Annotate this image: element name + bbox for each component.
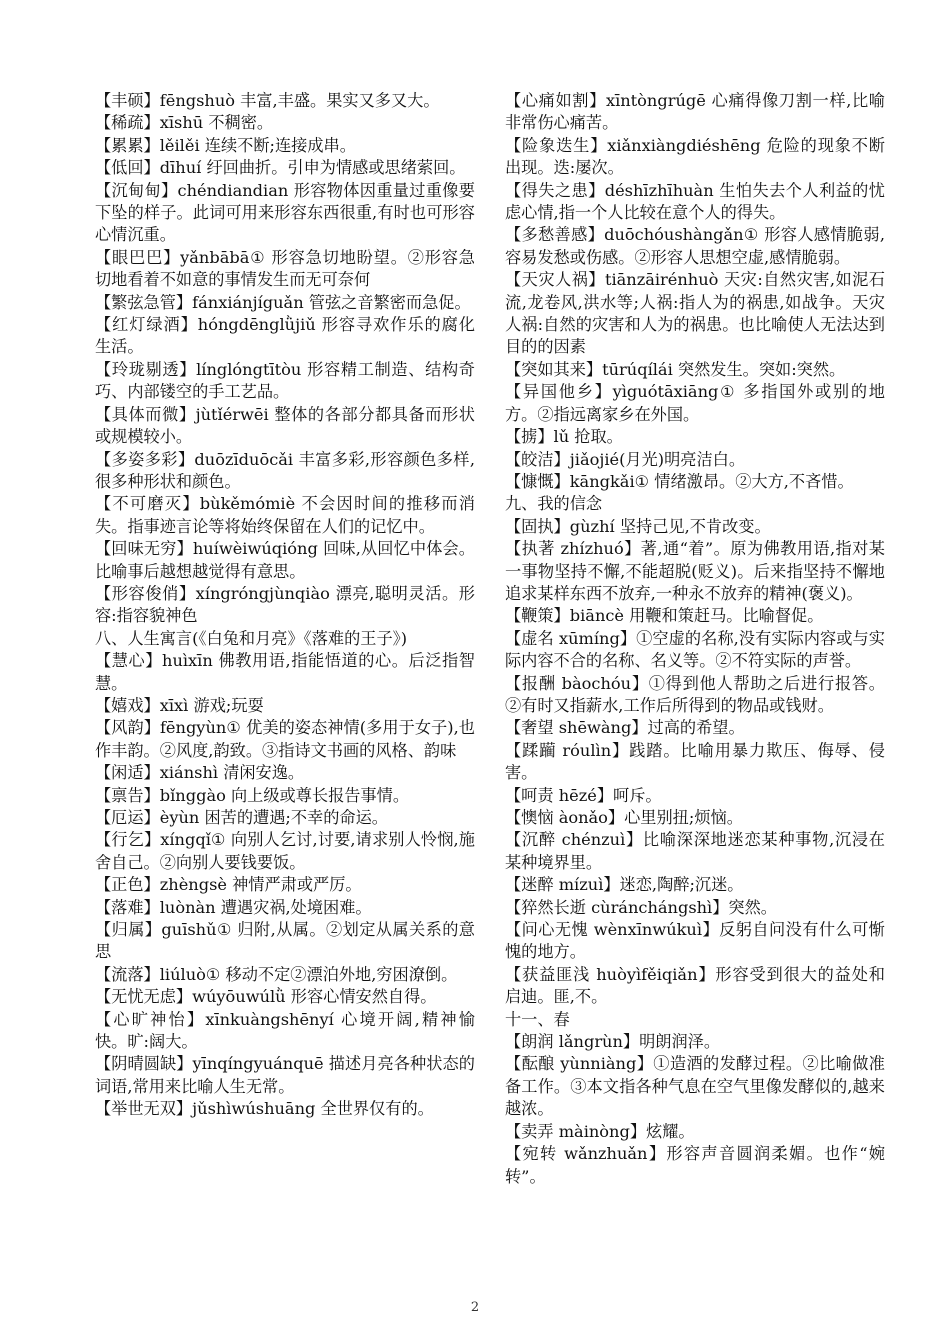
right-column bbox=[505, 90, 885, 1188]
glossary-entry: 【执著 zhízhuó】著,通“着”。原为佛教用语,指对某一事物坚持不懈,不能超脱(贬义)。后来指坚持不懈地追求某样东西不放弃,一种永不放弃的精神(褒义)。 bbox=[505, 539, 885, 603]
glossary-entry: 【心旷神怡】xīnkuàngshēnyí 心境开阔,精神愉快。旷:阔大。 bbox=[95, 1009, 475, 1052]
glossary-entry: 【归属】guīshǔ① 归附,从属。②划定从属关系的意思 bbox=[95, 920, 475, 962]
glossary-entry: 【获益匪浅 huòyìfěiqiǎn】形容受到很大的益处和启迪。匪,不。 bbox=[505, 964, 885, 1007]
glossary-entry: 【呵责 hēzé】呵斥。 bbox=[505, 785, 662, 805]
glossary-entry: 【稀疏】xīshū 不稠密。 bbox=[95, 113, 274, 133]
glossary-entry: 【多姿多彩】duōzīduōcǎi 丰富多彩,形容颜色多样,很多种形状和颜色。 bbox=[95, 449, 475, 491]
glossary-entry: 【心痛如割】xīntòngrúgē 心痛得像刀割一样,比喻非常伤心痛苦。 bbox=[505, 91, 885, 133]
glossary-entry: 【累累】lěilěi 连续不断;连接成串。 bbox=[95, 135, 356, 155]
glossary-entry: 【宛转 wǎnzhuǎn】形容声音圆润柔媚。也作“婉转”。 bbox=[505, 1144, 885, 1186]
section-heading: 八、人生寓言(《白兔和月亮》《落难的王子》) bbox=[95, 628, 408, 648]
glossary-entry: 【异国他乡】yìguótāxiāng① 多指国外或别的地方。②指远离家乡在外国。 bbox=[505, 382, 885, 424]
glossary-entry: 【落难】luònàn 遭遇灾祸,处境困难。 bbox=[95, 897, 372, 917]
glossary-entry: 【沉醉 chénzuì】比喻深深地迷恋某种事物,沉浸在某种境界里。 bbox=[505, 830, 885, 872]
glossary-entry: 【猝然长逝 cùránchángshì】突然。 bbox=[505, 897, 777, 917]
glossary-entry: 【虚名 xūmíng】①空虚的名称,没有实际内容或与实际内容不合的名称、名义等。②不符实际的声誉。 bbox=[505, 628, 885, 671]
glossary-entry: 【嬉戏】xīxì 游戏;玩耍 bbox=[95, 695, 264, 715]
glossary-entry: 【蹂躏 róulìn】践踏。比喻用暴力欺压、侮辱、侵害。 bbox=[505, 740, 885, 783]
glossary-entry: 【突如其来】tūrúqílái 突然发生。突如:突然。 bbox=[505, 359, 846, 379]
glossary-entry: 【玲珑剔透】línglóngtītòu 形容精工制造、结构奇巧、内部镂空的手工艺品。 bbox=[95, 359, 475, 402]
glossary-entry: 【天灾人祸】tiānzāirénhuò 天灾:自然灾害,如泥石流,龙卷风,洪水等;人祸:指人为的祸患,如战争。天灾人祸:自然的灾害和人为的祸患。也比喻使人无法达到目的的因素 bbox=[505, 270, 885, 357]
glossary-entry: 【红灯绿酒】hóngdēnglǜjiǔ 形容寻欢作乐的腐化生活。 bbox=[95, 315, 475, 357]
glossary-entry: 【奢望 shēwàng】过高的希望。 bbox=[505, 718, 745, 738]
glossary-entry: 【得失之患】déshīzhīhuàn 生怕失去个人利益的忧虑心情,指一个人比较在意个人的得失。 bbox=[505, 180, 885, 223]
glossary-entry: 【慧心】huìxīn 佛教用语,指能悟道的心。后泛指智慧。 bbox=[95, 651, 475, 693]
glossary-entry: 【问心无愧 wènxīnwúkuì】反躬自问没有什么可惭愧的地方。 bbox=[505, 920, 885, 962]
glossary-entry: 【懊恼 àonǎo】心里别扭;烦恼。 bbox=[505, 808, 743, 827]
page-number: 2 bbox=[470, 1300, 480, 1315]
glossary-entry: 【慷慨】kāngkǎi① 情绪激昂。②大方,不吝惜。 bbox=[505, 471, 854, 491]
glossary-entry: 【迷醉 mízuì】迷恋,陶醉;沉迷。 bbox=[505, 875, 744, 895]
glossary-entry: 【掳】lǔ 抢取。 bbox=[505, 427, 623, 447]
glossary-entry: 【流落】liúluò① 移动不定②漂泊外地,穷困潦倒。 bbox=[95, 964, 458, 984]
glossary-entry: 【皎洁】jiǎojié(月光)明亮洁白。 bbox=[505, 449, 746, 469]
section-heading: 十一、春 bbox=[505, 1009, 570, 1029]
glossary-entry: 【不可磨灭】bùkěmómiè 不会因时间的推移而消失。指事迹言论等将始终保留在人们的记忆中。 bbox=[95, 494, 475, 536]
glossary-entry: 【丰硕】fēngshuò 丰富,丰盛。果实又多又大。 bbox=[95, 91, 440, 110]
glossary-entry: 【低回】dīhuí 纡回曲折。引申为情感或思绪萦回。 bbox=[95, 158, 466, 178]
glossary-entry: 【形容俊俏】xíngróngjùnqiào 漂亮,聪明灵活。形容:指容貌神色 bbox=[95, 583, 475, 626]
glossary-entry: 【阴晴圆缺】yīnqíngyuánquē 描述月亮各种状态的词语,常用来比喻人生无常。 bbox=[95, 1054, 475, 1096]
glossary-entry: 【酝酿 yùnniàng】①造酒的发酵过程。②比喻做准备工作。③本文指各种气息在空气里像发酵似的,越来越浓。 bbox=[505, 1054, 885, 1119]
glossary-entry: 【沉甸甸】chéndiandian 形容物体因重量过重像要下坠的样子。此词可用来形容东西很重,有时也可形容心情沉重。 bbox=[95, 180, 475, 245]
glossary-entry: 【禀告】bǐnggào 向上级或尊长报告事情。 bbox=[95, 785, 410, 805]
glossary-entry: 【具体而微】jùtǐérwēi 整体的各部分都具备而形状或规模较小。 bbox=[95, 404, 475, 447]
glossary-entry: 【鞭策】biāncè 用鞭和策赶马。比喻督促。 bbox=[505, 606, 824, 626]
glossary-entry: 【卖弄 màinòng】炫耀。 bbox=[505, 1121, 695, 1141]
glossary-entry: 【无忧无虑】wúyōuwúlǜ 形容心情安然自得。 bbox=[95, 987, 437, 1007]
glossary-entry: 【眼巴巴】yǎnbābā① 形容急切地盼望。②形容急切地看着不如意的事情发生而无可奈何 bbox=[95, 247, 475, 290]
glossary-entry: 【正色】zhèngsè 神情严肃或严厉。 bbox=[95, 875, 362, 895]
section-heading: 九、我的信念 bbox=[505, 494, 603, 514]
glossary-entry: 【闲适】xiánshì 清闲安逸。 bbox=[95, 763, 305, 783]
glossary-entry: 【多愁善感】duōchóushàngǎn① 形容人感情脆弱,容易发愁或伤感。②形容人思想空虚,感情脆弱。 bbox=[505, 225, 885, 267]
glossary-entry: 【繁弦急管】fánxiánjíguǎn 管弦之音繁密而急促。 bbox=[95, 292, 471, 312]
glossary-entry: 【行乞】xíngqǐ① 向别人乞讨,讨要,请求别人怜悯,施舍自己。②向别人要钱要饭。 bbox=[95, 830, 475, 872]
glossary-entry: 【风韵】fēngyùn① 优美的姿态神情(多用于女子),也作丰韵。②风度,韵致。③指诗文书画的风格、韵味 bbox=[95, 718, 475, 760]
glossary-entry: 【举世无双】jǔshìwúshuāng 全世界仅有的。 bbox=[95, 1099, 434, 1119]
glossary-entry: 【朗润 lǎngrùn】明朗润泽。 bbox=[505, 1032, 721, 1052]
left-column bbox=[95, 90, 475, 1121]
glossary-entry: 【险象迭生】xiǎnxiàngdiéshēng 危险的现象不断出现。迭:屡次。 bbox=[505, 135, 885, 178]
glossary-entry: 【固执】gùzhí 坚持己见,不肯改变。 bbox=[505, 516, 771, 536]
glossary-entry: 【厄运】èyùn 困苦的遭遇;不幸的命运。 bbox=[95, 808, 388, 827]
glossary-entry: 【回味无穷】huíwèiwúqióng 回味,从回忆中体会。比喻事后越想越觉得有意思。 bbox=[95, 539, 475, 581]
glossary-entry: 【报酬 bàochóu】①得到他人帮助之后进行报答。②有时又指薪水,工作后所得到的物品或钱财。 bbox=[505, 673, 885, 715]
